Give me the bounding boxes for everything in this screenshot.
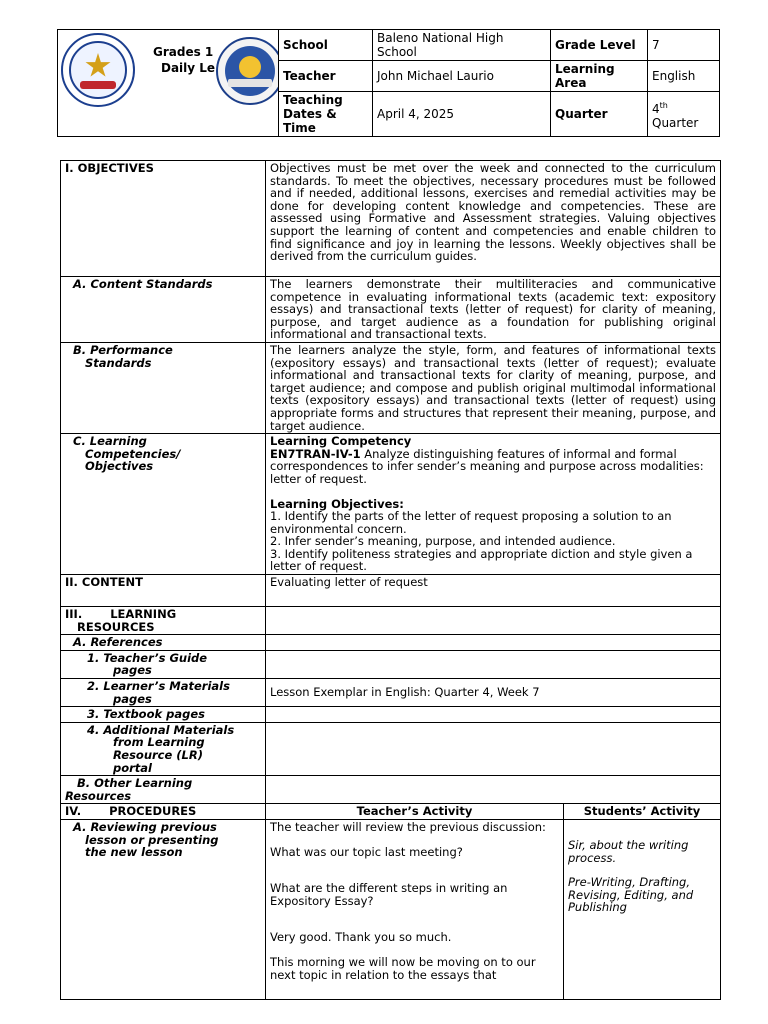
competency-heading: Learning Competency [270,434,412,449]
teaching-dates-label: Teaching Dates & Time [279,92,373,137]
empty-cell [266,722,721,775]
competencies-label-3: Objectives [85,459,154,474]
table-row [61,707,721,723]
additional-materials-label-4: portal [113,760,153,775]
performance-standards-label-2: Standards [85,355,152,370]
empty-cell [266,650,721,678]
lesson-plan-table [60,160,721,1000]
performance-standards-label [61,342,266,433]
grades-label-line1: Grades 1 [153,45,214,59]
teachers-guide-label-1: 1. Teacher’s Guide [87,650,208,665]
teacher-value: John Michael Laurio [373,61,551,92]
content-standards-label: A. Content Standards [61,277,266,343]
grade-level-value: 7 [648,30,720,61]
objective-item: 2. Infer sender’s meaning, purpose, and intended audience. [270,534,616,549]
learning-competencies-cell [266,434,721,575]
empty-cell [266,776,721,804]
student-line: Pre-Writing, Drafting, Revising, Editing, and Publishing [568,875,694,915]
table-row [61,635,721,651]
header-logo-cell [58,30,279,137]
learning-resources-label [61,607,266,635]
competency-code: EN7TRAN-IV-1 [270,446,361,461]
performance-standards-text: The learners analyze the style, form, and features of informational texts (expository essays) and transactional texts (letter of request); evaluate informational and transactional texts for clarity of meaning, purpose, and target audience; and compose and publish original multimodal informational texts (expository essays) and transactional texts (letter of request) using appropriate forms and structures that represent their meaning, purpose, and target audience. [266,342,721,433]
step-a-label [61,819,266,999]
empty-cell [266,707,721,723]
student-line: Sir, about the writing process. [568,837,689,865]
school-label: School [279,30,373,61]
other-resources-label-2: Resources [65,788,132,803]
grades-label-line2: Daily Le [161,61,216,75]
table-row [61,722,721,775]
content-standards-text: The learners demonstrate their multiliteracies and communicative competence in evaluating informational texts (academic text: expository essays) and transactional texts (letter of request) for clarity of meaning, purpose, and target audience as a foundation for publishing original informational and transactional texts. [266,277,721,343]
additional-materials-label-2: from Learning [113,735,205,750]
learners-materials-label-1: 2. Learner’s Materials [87,679,230,694]
table-row [61,434,721,575]
quarter-word: Quarter [652,115,699,130]
competencies-label-2: Competencies/ [85,446,181,461]
learning-area-label: Learning Area [551,61,648,92]
quarter-value [648,92,720,137]
other-resources-label [61,776,266,804]
learners-materials-label-2: pages [113,691,152,706]
empty-cell [266,635,721,651]
learning-competencies-label [61,434,266,575]
learning-resources-label-2: RESOURCES [77,619,155,634]
performance-standards-label-1: B. Performance [73,342,173,357]
deped-seal-logo [61,33,135,107]
teacher-line: What was our topic last meeting? [270,844,463,859]
step-a-label-2: lesson or presenting [85,832,219,847]
school-value: Baleno National High School [373,30,551,61]
teachers-guide-label [61,650,266,678]
header-table [57,29,720,137]
teacher-activity-header: Teacher’s Activity [266,804,564,820]
teacher-line: What are the different steps in writing an Expository Essay? [270,881,508,908]
objectives-text: Objectives must be met over the week and connected to the curriculum standards. To meet the objectives, necessary procedures must be followed and if needed, additional lessons, exercises and remedial activities may be done for developing content knowledge and competencies. These are assessed using Formative and Assessment strategies. Valuing objectives support the learning of content and competencies and enable children to find significance and joy in learning the lessons. Weekly objectives shall be derived from the curriculum guides. [266,161,721,277]
school-seal-logo [216,37,279,105]
step-a-label-3: the new lesson [85,845,183,860]
quarter-label: Quarter [551,92,648,137]
teacher-label: Teacher [279,61,373,92]
objective-item: 1. Identify the parts of the letter of request proposing a solution to an environmental concern. [270,509,672,536]
empty-cell [266,607,721,635]
grades-label [153,44,215,76]
table-row [61,607,721,635]
grade-level-label: Grade Level [551,30,648,61]
table-row [61,342,721,433]
teacher-line: The teacher will review the previous discussion: [270,819,546,834]
step-a-label-1: A. Reviewing previous [73,819,217,834]
teacher-line: Very good. Thank you so much. [270,930,452,945]
content-value: Evaluating letter of request [266,575,721,607]
other-resources-label-1: B. Other Learning [77,776,193,791]
competency-description: Analyze distinguishing features of informal and formal correspondences to infer sender’s meaning and purpose across modalities: letter of request. [270,446,704,486]
textbook-label: 3. Textbook pages [61,707,266,723]
teachers-guide-label-2: pages [113,663,152,678]
learners-materials-value: Lesson Exemplar in English: Quarter 4, Week 7 [266,679,721,707]
learning-area-value: English [648,61,720,92]
competency-text [270,448,716,486]
competencies-label-1: C. Learning [73,434,147,449]
additional-materials-label [61,722,266,775]
teacher-line: This morning we will now be moving on to our next topic in relation to the essays that [270,954,536,982]
table-row [61,804,721,820]
table-row [61,161,721,277]
objectives-label: I. OBJECTIVES [61,161,266,277]
learners-materials-label [61,679,266,707]
student-activity-cell [564,819,721,999]
table-row [61,679,721,707]
teaching-dates-value: April 4, 2025 [373,92,551,137]
table-row [61,277,721,343]
objectives-heading: Learning Objectives: [270,496,404,511]
table-row [61,776,721,804]
additional-materials-label-3: Resource (LR) [113,748,204,762]
quarter-suffix: th [659,100,668,110]
content-label: II. CONTENT [61,575,266,607]
table-row [61,819,721,999]
learning-resources-label-1: III. LEARNING [65,607,177,622]
additional-materials-label-1: 4. Additional Materials [87,722,235,737]
student-activity-header: Students’ Activity [564,804,721,820]
table-row [61,575,721,607]
table-row [61,650,721,678]
procedures-label: IV. PROCEDURES [61,804,266,820]
objective-item: 3. Identify politeness strategies and appropriate diction and style given a letter of request. [270,546,693,574]
quarter-number: 4 [652,101,660,116]
teacher-activity-cell [266,819,564,999]
references-label: A. References [61,635,266,651]
